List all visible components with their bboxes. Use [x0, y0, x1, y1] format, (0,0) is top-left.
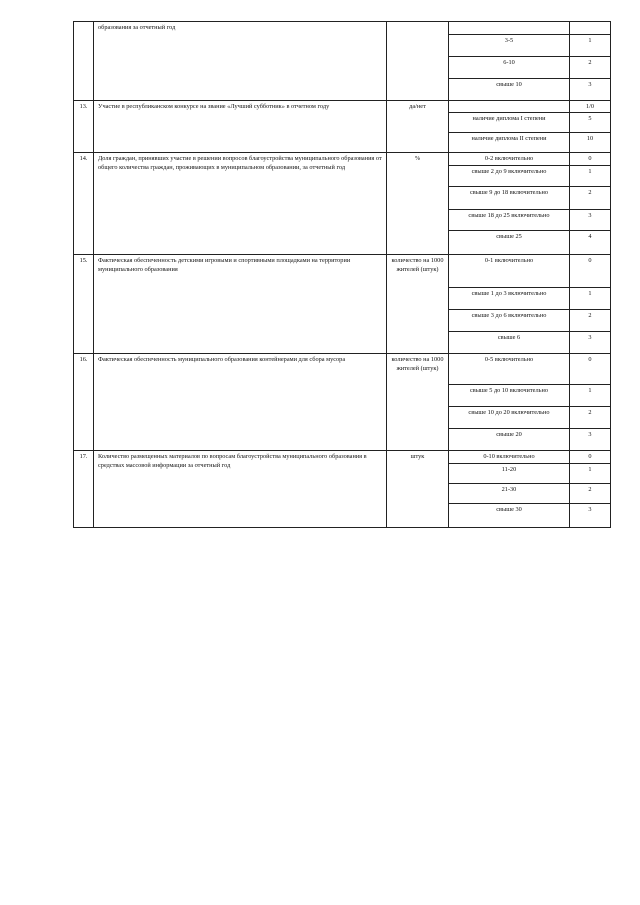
score-cell: [570, 35, 611, 57]
criterion-label: [449, 79, 570, 101]
criterion-text: свыше 18 до 25 включительно: [468, 212, 550, 219]
score-cell: [570, 101, 611, 113]
score-value: 2: [588, 59, 592, 66]
score-cell: [570, 231, 611, 255]
criterion-label: [449, 101, 570, 113]
score-value: 10: [586, 135, 594, 142]
criterion-text: свыше 30: [496, 506, 522, 513]
table-row: [74, 255, 611, 288]
criterion-label: [449, 484, 570, 504]
criterion-label: [449, 57, 570, 79]
score-value: 4: [588, 233, 592, 240]
indicator-text: Количество размещенных материалов по вопросам благоустройства муниципального образования в средствах массовой информации за отчетный год: [94, 451, 387, 528]
criterion-label: [449, 288, 570, 310]
score-cell: [570, 210, 611, 231]
score-value: 1: [588, 290, 592, 297]
score-cell: [570, 504, 611, 528]
table-row: [74, 153, 611, 166]
score-cell: [570, 332, 611, 354]
row-number: 17.: [74, 451, 94, 528]
criterion-text: 11-20: [501, 466, 517, 473]
criterion-label: [449, 231, 570, 255]
score-value: 0: [588, 356, 592, 363]
unit-of-measure: штук: [387, 451, 449, 528]
indicator-text: образования за отчетный год: [94, 22, 387, 101]
criterion-label: [449, 35, 570, 57]
score-cell: [570, 451, 611, 464]
criterion-text: свыше 1 до 3 включительно: [471, 290, 547, 297]
criterion-label: [449, 354, 570, 385]
table-row: [74, 451, 611, 464]
criterion-text: [449, 101, 569, 103]
criterion-label: [449, 385, 570, 407]
criterion-text: 0-1 включительно: [484, 257, 534, 264]
criterion-text: свыше 10: [496, 81, 522, 88]
score-value: 1: [588, 387, 592, 394]
criterion-label: [449, 464, 570, 484]
row-number: 14.: [74, 153, 94, 255]
score-cell: [570, 113, 611, 133]
score-value: 3: [588, 212, 592, 219]
criterion-label: [449, 166, 570, 187]
score-value: 5: [588, 115, 592, 122]
criterion-text: 6-10: [503, 59, 515, 66]
score-cell: [570, 187, 611, 210]
indicator-text: Участие в республиканском конкурсе на звание «Лучший субботник» в отчетном году: [94, 101, 387, 153]
score-cell: [570, 310, 611, 332]
criterion-label: [449, 210, 570, 231]
score-value: 2: [588, 409, 592, 416]
score-value: [570, 22, 610, 24]
criterion-label: [449, 153, 570, 166]
criterion-text: наличие диплома I степени: [472, 115, 546, 122]
score-value: 0: [588, 453, 592, 460]
criterion-text: свыше 3 до 6 включительно: [471, 312, 547, 319]
unit-of-measure: [387, 22, 449, 101]
score-cell: [570, 464, 611, 484]
criterion-label: [449, 113, 570, 133]
indicator-text: Фактическая обеспеченность муниципального образования контейнерами для сбора мусора: [94, 354, 387, 451]
score-cell: [570, 57, 611, 79]
unit-of-measure: количество на 1000 жителей (штук): [387, 255, 449, 354]
score-value: 1: [588, 168, 592, 175]
indicator-text: Фактическая обеспеченность детскими игровыми и спортивными площадками на территории муниципального образования: [94, 255, 387, 354]
row-number: [74, 22, 94, 101]
criterion-label: [449, 310, 570, 332]
criterion-label: [449, 255, 570, 288]
unit-of-measure: да/нет: [387, 101, 449, 153]
row-number: 15.: [74, 255, 94, 354]
score-value: 2: [588, 486, 592, 493]
criterion-text: свыше 10 до 20 включительно: [468, 409, 550, 416]
score-value: 3: [588, 431, 592, 438]
criterion-text: свыше 9 до 18 включительно: [470, 189, 548, 196]
criterion-text: свыше 2 до 9 включительно: [471, 168, 547, 175]
score-value: 1: [588, 37, 592, 44]
criterion-text: 0-5 включительно: [484, 356, 534, 363]
score-value: 2: [588, 312, 592, 319]
criterion-label: [449, 504, 570, 528]
score-value: 3: [588, 506, 592, 513]
score-value: 1/0: [585, 103, 595, 110]
criterion-text: свыше 5 до 10 включительно: [470, 387, 548, 394]
score-cell: [570, 385, 611, 407]
score-value: 1: [588, 466, 592, 473]
criterion-label: [449, 22, 570, 35]
score-value: 2: [588, 189, 592, 196]
score-cell: [570, 484, 611, 504]
unit-of-measure: %: [387, 153, 449, 255]
row-number: 16.: [74, 354, 94, 451]
criterion-text: свыше 20: [496, 431, 522, 438]
score-value: 3: [588, 334, 592, 341]
criterion-text: свыше 25: [496, 233, 522, 240]
criterion-label: [449, 187, 570, 210]
criteria-table: [73, 21, 611, 528]
score-cell: [570, 288, 611, 310]
criterion-label: [449, 429, 570, 451]
score-cell: [570, 22, 611, 35]
criterion-label: [449, 332, 570, 354]
indicator-text: Доля граждан, принявших участие в решении вопросов благоустройства муниципального образования от общего количества граждан, проживающих в муниципальном образовании, за отчетный год: [94, 153, 387, 255]
row-number: 13.: [74, 101, 94, 153]
criterion-text: 3-5: [504, 37, 514, 44]
score-cell: [570, 79, 611, 101]
score-value: 0: [588, 257, 592, 264]
criterion-text: 0-2 включительно: [484, 155, 534, 162]
criterion-text: свыше 6: [497, 334, 521, 341]
unit-of-measure: количество на 1000 жителей (штук): [387, 354, 449, 451]
score-value: 0: [588, 155, 592, 162]
table-row: [74, 354, 611, 385]
score-cell: [570, 429, 611, 451]
criterion-text: 0-10 включительно: [483, 453, 535, 460]
score-cell: [570, 354, 611, 385]
criterion-text: наличие диплома II степени: [471, 135, 547, 142]
score-value: 3: [588, 81, 592, 88]
table-row: [74, 101, 611, 113]
table-row: [74, 22, 611, 35]
criterion-label: [449, 451, 570, 464]
score-cell: [570, 133, 611, 153]
score-cell: [570, 407, 611, 429]
criterion-label: [449, 407, 570, 429]
criterion-text: 21-30: [501, 486, 517, 493]
criterion-label: [449, 133, 570, 153]
criterion-text: [449, 22, 569, 24]
score-cell: [570, 255, 611, 288]
score-cell: [570, 166, 611, 187]
score-cell: [570, 153, 611, 166]
